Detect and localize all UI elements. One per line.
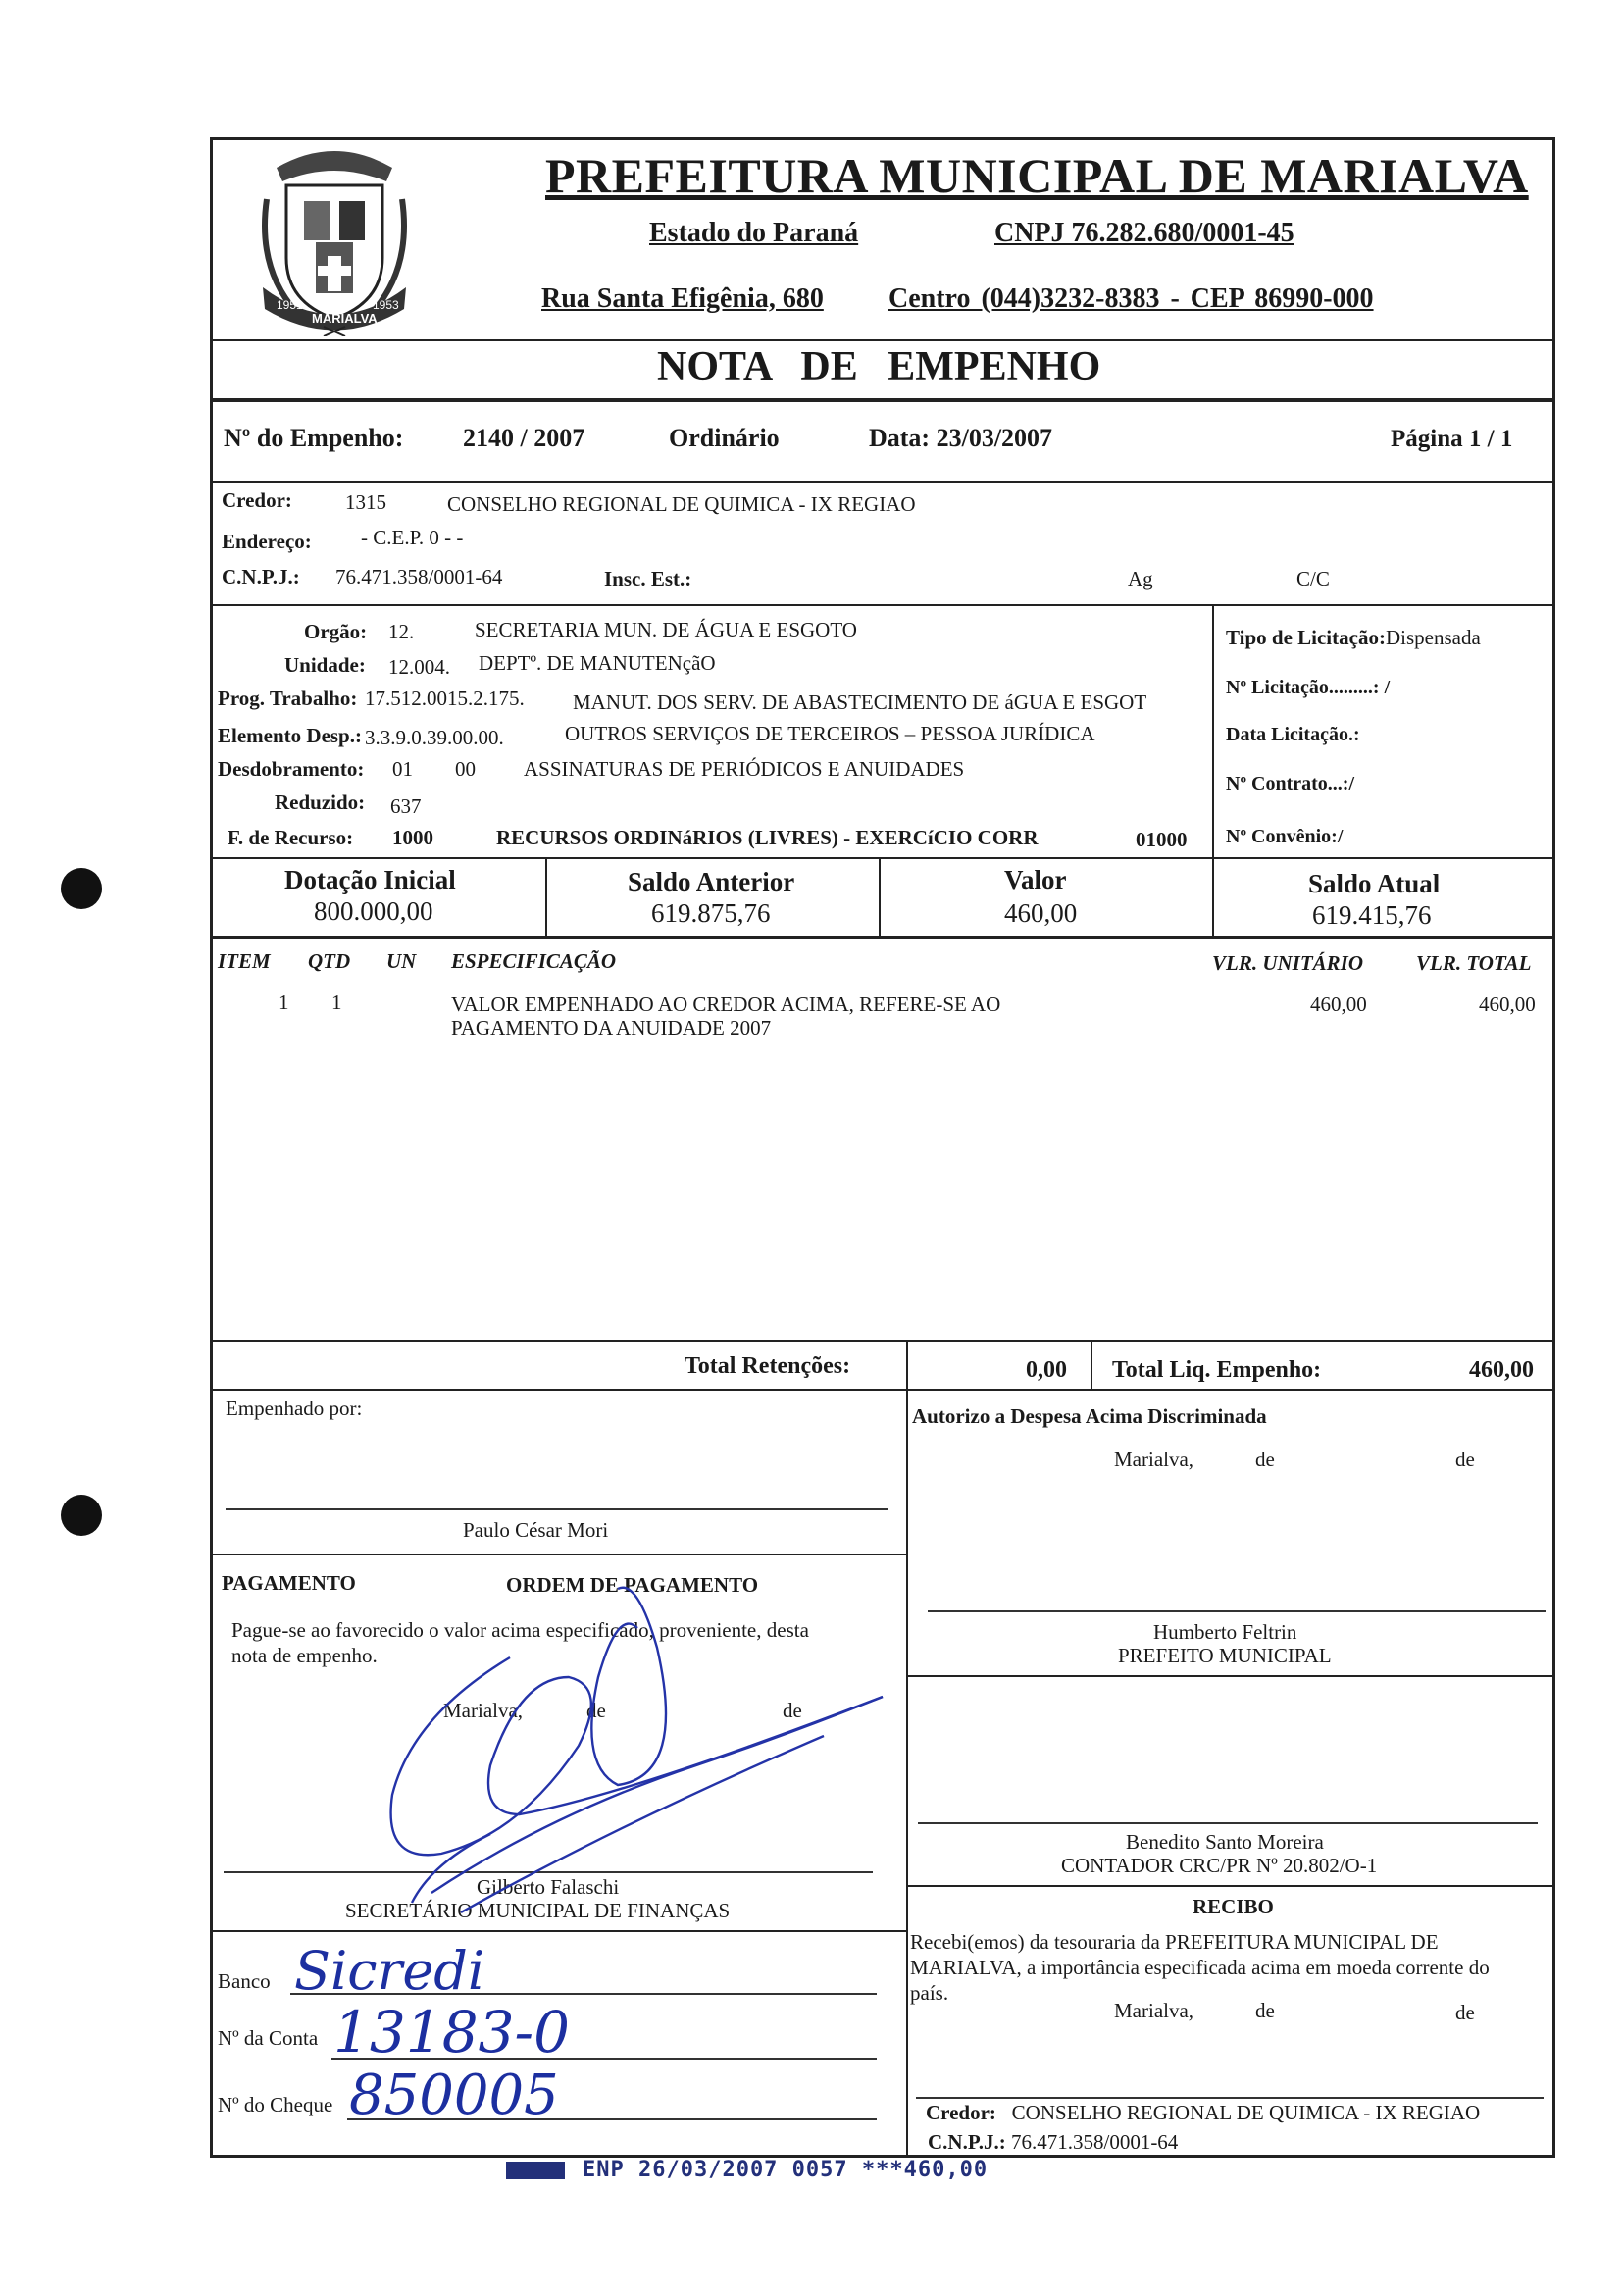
contador-signer: Benedito Santo Moreira (1126, 1830, 1324, 1854)
autorizo-label: Autorizo a Despesa Acima Discriminada (912, 1404, 1267, 1428)
handwritten-signature (373, 1569, 902, 1942)
banco-handwritten-value: Sicredi (294, 1940, 485, 2002)
seal-year-left: 1951 (277, 298, 303, 312)
recibo-credor-name: CONSELHO REGIONAL DE QUIMICA - IX REGIAO (1011, 2101, 1481, 2124)
autorizo-de1: de (1255, 1448, 1275, 1471)
row-qtd: 1 (331, 991, 342, 1014)
orgao-code: 12. (388, 620, 415, 643)
recibo-text-line3: país. (910, 1981, 949, 2005)
recibo-text-line1: Recebi(emos) da tesouraria da PREFEITURA MUNICIPAL DE (910, 1930, 1439, 1954)
fonte-label: F. de Recurso: (228, 826, 354, 849)
empenho-number-label: Nº do Empenho: (224, 424, 404, 452)
divider (210, 857, 1555, 859)
credor-insc-label: Insc. Est.: (604, 567, 692, 590)
fonte-name: RECURSOS ORDINáRIOS (LIVRES) - EXERCíCIO CORR (496, 826, 1039, 849)
empenhado-label: Empenhado por: (226, 1397, 363, 1420)
pagamento-de1: de (586, 1699, 606, 1722)
valor-value: 460,00 (1004, 898, 1078, 928)
pagamento-label: PAGAMENTO (222, 1571, 356, 1595)
retencoes-label: Total Retenções: (685, 1353, 851, 1379)
fonte-code2: 01000 (1136, 828, 1188, 851)
banco-label: Banco (218, 1969, 271, 1993)
divider-vertical (545, 857, 547, 936)
divider (210, 398, 1555, 402)
dotacao-value: 800.000,00 (314, 896, 433, 926)
licitacao-data: Data Licitação.: (1226, 724, 1360, 745)
recibo-cnpj (928, 2130, 1178, 2155)
autorizo-place: Marialva, (1114, 1448, 1194, 1471)
recibo-cnpj-value: 76.471.358/0001-64 (1010, 2130, 1179, 2154)
col-total: VLR. TOTAL (1416, 951, 1532, 975)
desdobramento-label: Desdobramento: (218, 757, 365, 781)
reduzido-value: 637 (390, 794, 422, 818)
recibo-de2: de (1455, 2001, 1475, 2024)
pagamento-text-line2: nota de empenho. (231, 1644, 378, 1667)
licitacao-tipo-label: Tipo de Licitação: (1226, 626, 1386, 649)
punch-hole-bottom (61, 1495, 102, 1536)
contador-role: CONTADOR CRC/PR Nº 20.802/O-1 (1061, 1854, 1378, 1877)
empenho-number: 2140 / 2007 (463, 424, 585, 452)
licitacao-numero: Nº Licitação.........: / (1226, 677, 1391, 698)
row-spec-line1: VALOR EMPENHADO AO CREDOR ACIMA, REFERE-SE AO (451, 993, 1001, 1016)
header-contact: Centro (044)3232-8383 - CEP 86990-000 (888, 283, 1374, 314)
row-unit: 460,00 (1310, 993, 1367, 1016)
row-total: 460,00 (1479, 993, 1536, 1016)
divider (210, 1554, 906, 1555)
signature-line (226, 1508, 888, 1510)
orgao-label: Orgão: (304, 620, 368, 643)
cheque-label: Nº do Cheque (218, 2093, 333, 2116)
row-spec-line2: PAGAMENTO DA ANUIDADE 2007 (451, 1016, 772, 1040)
divider (210, 936, 1555, 939)
municipal-seal-icon (257, 140, 412, 336)
divider-vertical (1212, 857, 1214, 936)
unidade-label: Unidade: (284, 653, 366, 677)
conta-label: Nº da Conta (218, 2026, 319, 2050)
credor-cnpj-label: C.N.P.J.: (222, 565, 300, 588)
recibo-credor-label: Credor: (926, 2101, 996, 2124)
ordem-label: ORDEM DE PAGAMENTO (506, 1573, 759, 1597)
pagamento-role: SECRETÁRIO MUNICIPAL DE FINANÇAS (345, 1899, 731, 1922)
unidade-code: 12.004. (388, 655, 450, 679)
autorizo-signer: Humberto Feltrin (1153, 1620, 1297, 1644)
licitacao-convenio: Nº Convênio:/ (1226, 826, 1344, 847)
autorizo-role: PREFEITO MUNICIPAL (1118, 1644, 1332, 1667)
liq-value: 460,00 (1469, 1357, 1534, 1383)
seal-year-right: 1953 (373, 298, 399, 312)
saldo-anterior-label: Saldo Anterior (628, 867, 795, 896)
col-un: UN (386, 949, 417, 973)
licitacao-contrato: Nº Contrato...:/ (1226, 773, 1355, 794)
credor-address-label: Endereço: (222, 530, 312, 553)
seal-city: MARIALVA (312, 311, 378, 326)
recibo-label: RECIBO (1193, 1895, 1274, 1918)
fonte-code: 1000 (392, 826, 433, 849)
credor-code: 1315 (345, 490, 386, 514)
prog-name: MANUT. DOS SERV. DE ABASTECIMENTO DE áGUA E ESGOT (573, 690, 1147, 714)
prog-code: 17.512.0015.2.175. (365, 687, 525, 710)
credor-cnpj: 76.471.358/0001-64 (335, 565, 503, 588)
col-spec: ESPECIFICAÇÃO (451, 949, 617, 973)
cheque-handwritten-value: 850005 (349, 2064, 559, 2127)
dotacao-label: Dotação Inicial (284, 865, 456, 894)
stamp-text: ENP 26/03/2007 0057 ***460,00 (583, 2158, 989, 2182)
divider-vertical (906, 1340, 908, 1389)
divider-vertical (879, 857, 881, 936)
signature-line (916, 2097, 1544, 2099)
recibo-credor (926, 2101, 1480, 2125)
credor-name: CONSELHO REGIONAL DE QUIMICA - IX REGIAO (447, 492, 916, 516)
pagamento-text-line1: Pague-se ao favorecido o valor acima especificado, proveniente, desta (231, 1618, 809, 1642)
credor-address: - C.E.P. 0 - - (361, 526, 464, 549)
pagamento-place: Marialva, (443, 1699, 524, 1722)
col-item: ITEM (218, 949, 271, 973)
desdobramento-code2: 00 (455, 757, 476, 781)
empenho-date: Data: 23/03/2007 (869, 424, 1053, 452)
empenhado-signer: Paulo César Mori (463, 1518, 609, 1542)
empenho-page: Página 1 / 1 (1391, 426, 1513, 452)
header-state: Estado do Paraná (649, 218, 859, 248)
pagamento-signer: Gilberto Falaschi (477, 1875, 620, 1899)
divider (906, 1885, 1555, 1887)
header-title: PREFEITURA MUNICIPAL DE MARIALVA (545, 148, 1529, 203)
row-item: 1 (279, 991, 289, 1014)
punch-hole-top (61, 868, 102, 909)
elemento-code: 3.3.9.0.39.00.00. (365, 726, 504, 749)
unidade-name: DEPTº. DE MANUTENçãO (479, 651, 716, 675)
conta-handwritten-value: 13183-0 (333, 1999, 571, 2065)
reduzido-label: Reduzido: (275, 790, 366, 814)
divider-vertical (1212, 604, 1214, 857)
saldo-atual-label: Saldo Atual (1308, 869, 1441, 898)
recibo-text-line2: MARIALVA, a importância especificada acima em moeda corrente do (910, 1956, 1490, 1979)
pagamento-de2: de (783, 1699, 802, 1722)
elemento-name: OUTROS SERVIÇOS DE TERCEIROS – PESSOA JURÍDICA (565, 722, 1095, 745)
credor-ag-label: Ag (1128, 567, 1153, 590)
divider-vertical (1091, 1340, 1092, 1389)
desdobramento-name: ASSINATURAS DE PERIÓDICOS E ANUIDADES (524, 757, 965, 781)
divider (210, 604, 1555, 606)
orgao-name: SECRETARIA MUN. DE ÁGUA E ESGOTO (475, 618, 857, 641)
recibo-cnpj-label: C.N.P.J.: (928, 2130, 1006, 2154)
divider (210, 339, 1555, 341)
credor-cc-label: C/C (1296, 567, 1330, 590)
retencoes-value: 0,00 (1026, 1357, 1067, 1383)
recibo-place: Marialva, (1114, 1999, 1194, 2022)
signature-line (918, 1822, 1538, 1824)
divider (210, 1340, 1555, 1342)
autorizo-de2: de (1455, 1448, 1475, 1471)
credor-label: Credor: (222, 488, 292, 512)
empenho-type: Ordinário (669, 424, 780, 452)
divider-vertical (906, 1389, 908, 2158)
liq-label: Total Liq. Empenho: (1112, 1357, 1322, 1383)
licitacao-tipo (1226, 626, 1481, 650)
header-cnpj: CNPJ 76.282.680/0001-45 (994, 218, 1294, 248)
signature-line (928, 1610, 1546, 1612)
col-unit: VLR. UNITÁRIO (1212, 951, 1364, 975)
divider (906, 1675, 1555, 1677)
divider (210, 481, 1555, 483)
prog-label: Prog. Trabalho: (218, 687, 358, 710)
divider (210, 1389, 1555, 1391)
col-qtd: QTD (308, 949, 351, 973)
recibo-de1: de (1255, 1999, 1275, 2022)
elemento-label: Elemento Desp.: (218, 724, 362, 747)
mechanical-stamp (506, 2158, 988, 2182)
saldo-anterior-value: 619.875,76 (651, 898, 771, 928)
stamp-block-icon (506, 2162, 565, 2179)
doc-title: NOTA DE EMPENHO (657, 344, 1101, 389)
valor-label: Valor (1004, 865, 1067, 894)
saldo-atual-value: 619.415,76 (1312, 900, 1432, 930)
desdobramento-code1: 01 (392, 757, 413, 781)
licitacao-tipo-value: Dispensada (1385, 626, 1481, 649)
header-address: Rua Santa Efigênia, 680 (541, 283, 824, 314)
